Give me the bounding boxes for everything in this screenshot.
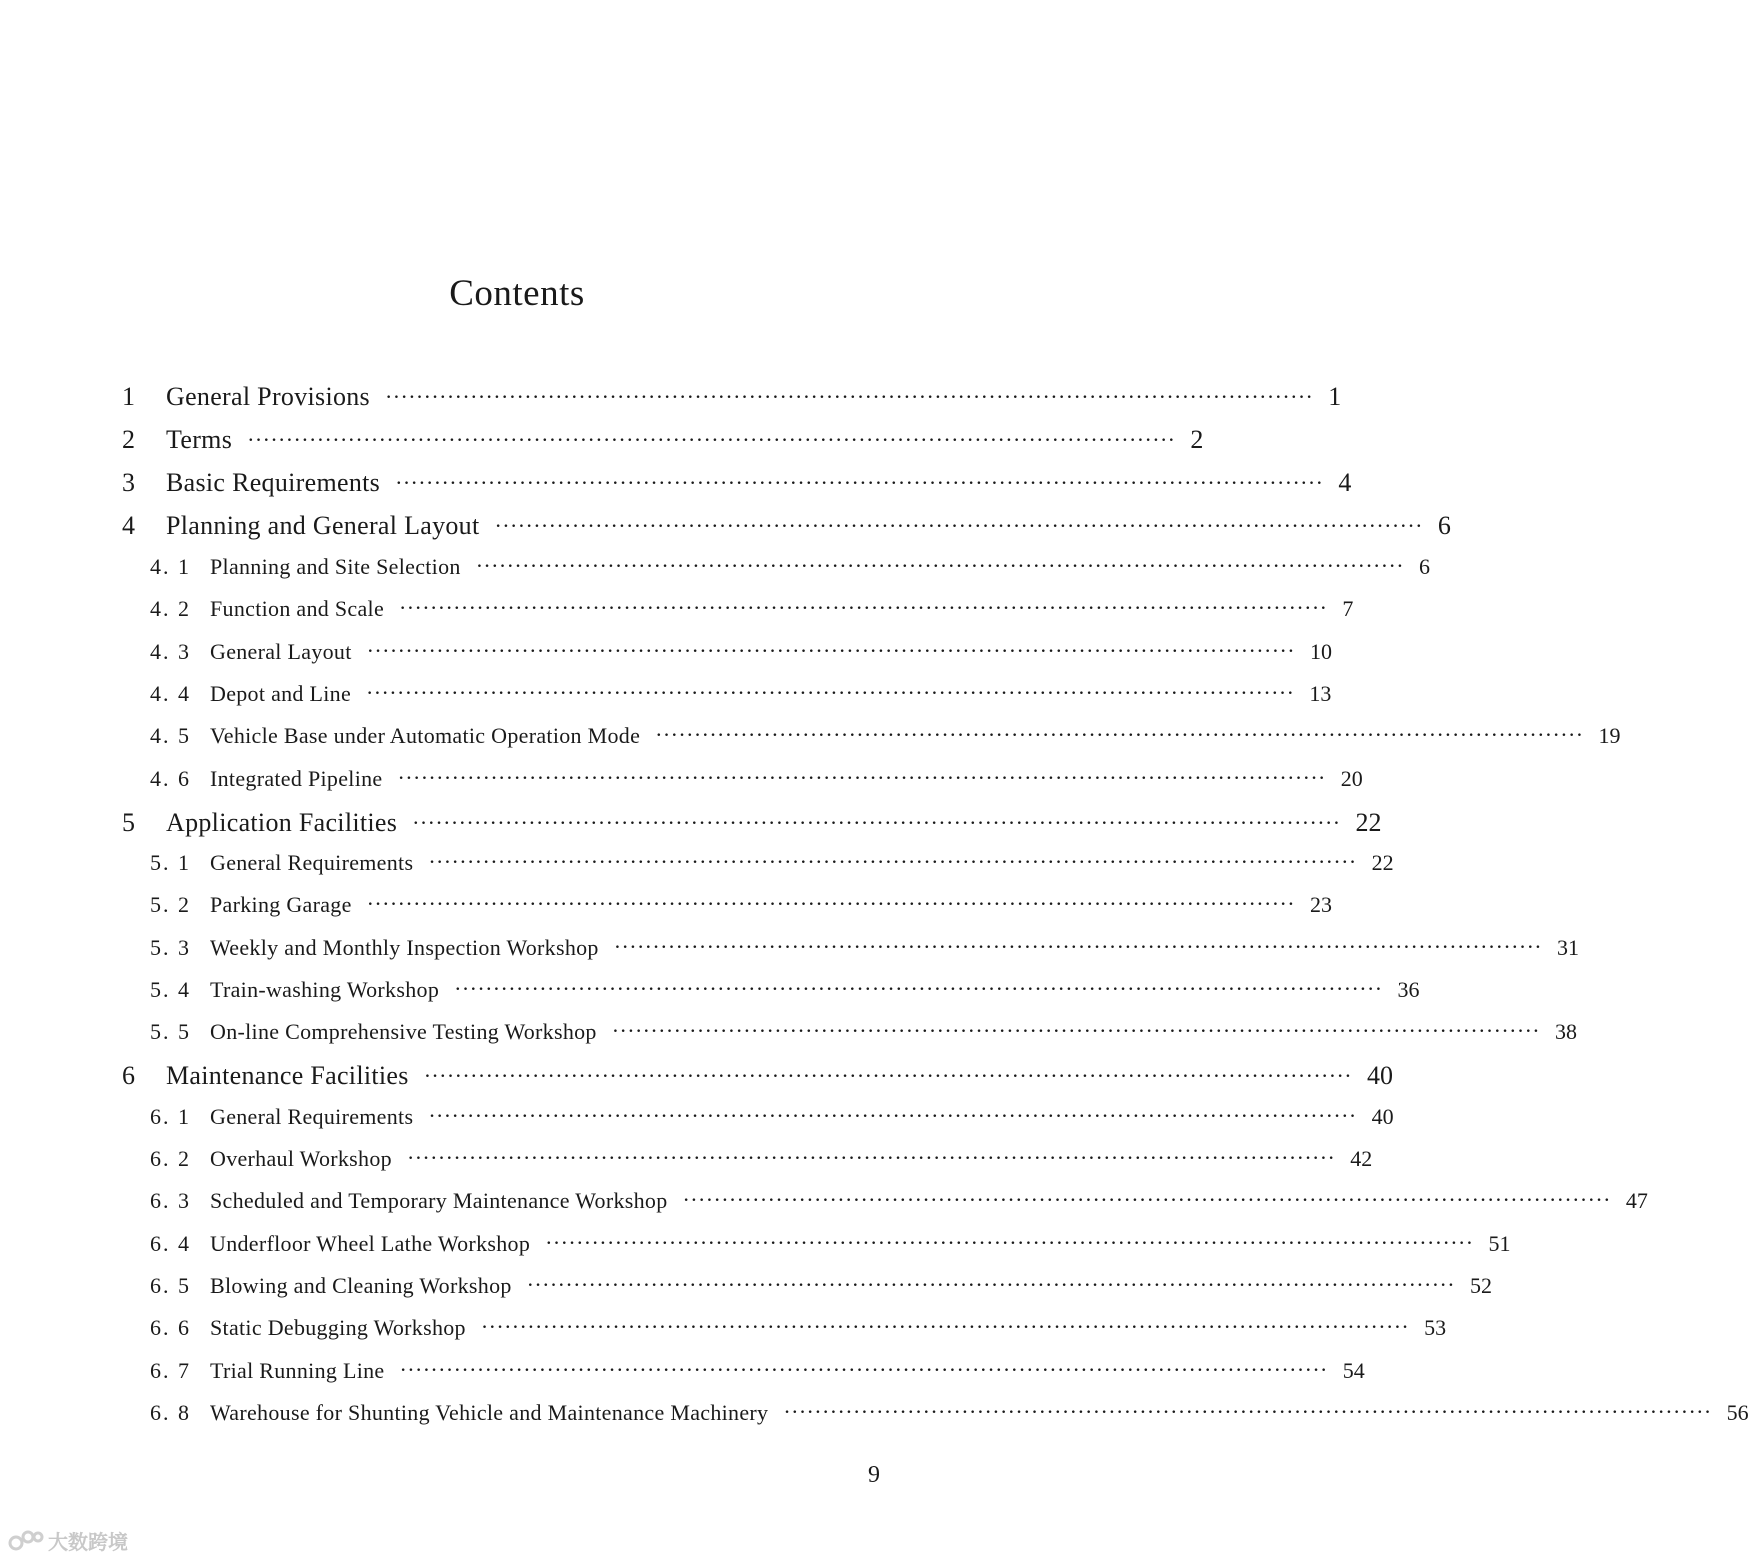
toc-entry-number: 5. 5: [150, 1019, 191, 1044]
toc-entry-number: 4. 2: [150, 596, 191, 621]
toc-entry-label: Function and Scale: [210, 596, 385, 621]
toc-entry: [150, 1400, 1749, 1426]
toc-entry: [150, 1019, 1578, 1045]
toc-entry: [150, 681, 1332, 707]
dot-leader: ························································································································: [396, 475, 1325, 492]
toc-entry-page: 23: [1309, 892, 1332, 917]
dot-leader: ························································································································: [367, 896, 1296, 913]
toc-entry-label: Underfloor Wheel Lathe Workshop: [210, 1231, 531, 1256]
toc-entry-label: Maintenance Facilities: [166, 1061, 409, 1090]
toc-entry-label: Blowing and Cleaning Workshop: [210, 1273, 512, 1298]
toc-entry-label: General Provisions: [166, 382, 370, 411]
toc-entry-page: 36: [1397, 977, 1420, 1002]
toc-entry-page: 40: [1371, 1104, 1394, 1129]
toc-entry: [150, 850, 1394, 876]
toc-entry: [150, 1358, 1365, 1384]
toc-entry-number: 4. 1: [150, 554, 191, 579]
watermark-text: 大数跨境: [48, 1530, 128, 1554]
toc-entry-page: 22: [1355, 808, 1382, 837]
toc-entry-label: General Requirements: [210, 1104, 414, 1129]
toc-entry-label: Terms: [166, 425, 233, 454]
toc-entry-number: 6. 6: [150, 1315, 191, 1340]
dot-leader: ························································································································: [398, 770, 1327, 787]
dot-leader: ························································································································: [407, 1150, 1337, 1167]
toc-entry-page: 4: [1338, 468, 1352, 497]
toc-entry-page: 19: [1598, 723, 1621, 748]
watermark: [8, 1526, 128, 1555]
dot-leader: ························································································································: [546, 1235, 1475, 1252]
dot-leader: ························································································································: [656, 727, 1585, 744]
toc-entry-number: 6. 3: [150, 1188, 191, 1213]
toc-entry-label: Vehicle Base under Automatic Operation Mode: [210, 723, 641, 748]
toc-entry-number: 5. 3: [150, 935, 191, 960]
toc-entry-page: 10: [1309, 639, 1332, 664]
toc-entry-label: Static Debugging Workshop: [210, 1315, 466, 1340]
toc-entry-page: 6: [1437, 511, 1451, 540]
dot-leader: ························································································································: [527, 1277, 1456, 1294]
toc-entry-page: 6: [1419, 554, 1430, 579]
toc-entry-label: Warehouse for Shunting Vehicle and Maintenance Machinery: [210, 1400, 769, 1425]
toc-entry-number: 6. 2: [150, 1146, 191, 1171]
toc-entry: [150, 935, 1580, 961]
dot-leader: ························································································································: [400, 1362, 1329, 1379]
toc-entry-label: General Layout: [210, 639, 352, 664]
toc-entry: [150, 1315, 1447, 1341]
toc-entry: [150, 596, 1354, 622]
toc-entry-label: Integrated Pipeline: [210, 766, 383, 791]
toc-entry: [150, 1273, 1492, 1299]
toc-entry: [150, 977, 1420, 1003]
toc-entry-label: Basic Requirements: [166, 468, 381, 497]
dot-leader: ························································································································: [424, 1068, 1353, 1085]
dot-leader: ························································································································: [495, 518, 1424, 535]
toc-entry-number: 3: [122, 468, 135, 497]
toc-entry-page: 20: [1340, 766, 1363, 791]
dot-leader: ························································································································: [784, 1404, 1713, 1421]
toc-entry-label: Scheduled and Temporary Maintenance Workshop: [210, 1188, 668, 1213]
toc-entry-number: 4. 5: [150, 723, 191, 748]
toc-entry-number: 6. 7: [150, 1358, 191, 1383]
toc-entry: [150, 639, 1332, 665]
toc-entry-label: Train-washing Workshop: [210, 977, 440, 1002]
toc-entry-number: 1: [122, 382, 135, 411]
toc-entry-page: 54: [1342, 1358, 1365, 1383]
toc-entry-page: 47: [1625, 1188, 1648, 1213]
toc-entry: [122, 511, 1451, 541]
toc-entry-label: Depot and Line: [210, 681, 352, 706]
toc-entry-page: 7: [1342, 596, 1354, 621]
toc-entry-label: Parking Garage: [210, 892, 352, 917]
toc-entry-page: 31: [1557, 935, 1580, 960]
toc-entry: [150, 554, 1430, 580]
toc-entry-number: 4: [122, 511, 135, 540]
toc-entry-label: Application Facilities: [166, 808, 398, 837]
toc-entry-page: 52: [1469, 1273, 1492, 1298]
toc-entry-number: 6. 8: [150, 1400, 191, 1425]
toc-entry-page: 2: [1190, 425, 1204, 454]
dot-leader: ························································································································: [400, 600, 1329, 617]
dot-leader: ························································································································: [614, 939, 1544, 956]
toc-entry-page: 42: [1350, 1146, 1373, 1171]
toc-entry-label: Planning and Site Selection: [210, 554, 461, 579]
toc-entry-number: 4. 3: [150, 639, 191, 664]
toc-entry: [150, 1104, 1394, 1130]
toc-entry-page: 13: [1309, 681, 1332, 706]
toc-entry-label: Planning and General Layout: [166, 511, 480, 540]
dot-leader: ························································································································: [429, 854, 1358, 871]
toc-entry-number: 5: [122, 808, 135, 837]
toc-entry-label: Weekly and Monthly Inspection Workshop: [210, 935, 599, 960]
dot-leader: ························································································································: [385, 389, 1315, 406]
toc-entry-number: 4. 6: [150, 766, 191, 791]
dot-leader: ························································································································: [367, 685, 1296, 702]
toc-entry: [150, 1188, 1648, 1214]
dot-leader: ························································································································: [455, 981, 1384, 998]
toc-entry-label: Trial Running Line: [210, 1358, 385, 1383]
toc-entry-page: 56: [1726, 1400, 1749, 1425]
toc-entry-label: General Requirements: [210, 850, 414, 875]
toc-entry-number: 4. 4: [150, 681, 191, 706]
toc-entry: [150, 1231, 1511, 1257]
toc-entry-number: 5. 4: [150, 977, 191, 1002]
toc-entry-number: 5. 1: [150, 850, 191, 875]
toc-entry-page: 40: [1367, 1061, 1393, 1090]
toc-entry: [150, 892, 1332, 918]
dot-leader: ························································································································: [612, 1023, 1542, 1040]
dot-leader: ························································································································: [413, 815, 1342, 832]
toc-entry-page: 38: [1555, 1019, 1578, 1044]
toc-entry: [122, 808, 1382, 838]
toc-entry-page: 1: [1328, 382, 1342, 411]
dot-leader: ························································································································: [683, 1192, 1612, 1209]
toc-entry: [150, 1146, 1373, 1172]
toc-entry: [150, 723, 1621, 749]
page-title: Contents: [449, 273, 585, 314]
toc-entry-number: 6. 4: [150, 1231, 191, 1256]
toc-entry-page: 22: [1371, 850, 1394, 875]
dot-leader: ························································································································: [481, 1319, 1411, 1336]
toc-entry: [122, 382, 1342, 412]
toc-entry-label: Overhaul Workshop: [210, 1146, 392, 1171]
dot-leader: ························································································································: [429, 1108, 1358, 1125]
toc-entry-number: 6. 1: [150, 1104, 191, 1129]
watermark-logo-icon: [8, 1529, 44, 1553]
toc-entry-number: 6: [122, 1061, 135, 1090]
toc-entry: [122, 425, 1204, 455]
toc-entry-page: 53: [1424, 1315, 1447, 1340]
toc-entry: [150, 766, 1363, 792]
toc-entry-label: On-line Comprehensive Testing Workshop: [210, 1019, 597, 1044]
toc-entry: [122, 468, 1352, 498]
toc-entry-number: 6. 5: [150, 1273, 191, 1298]
toc-entry-number: 2: [122, 425, 135, 454]
toc-entry: [122, 1061, 1393, 1091]
page-number: 9: [868, 1462, 880, 1488]
toc-entry-page: 51: [1488, 1231, 1511, 1256]
dot-leader: ························································································································: [476, 558, 1405, 575]
dot-leader: ························································································································: [248, 432, 1177, 449]
dot-leader: ························································································································: [367, 643, 1296, 660]
toc-entry-number: 5. 2: [150, 892, 191, 917]
